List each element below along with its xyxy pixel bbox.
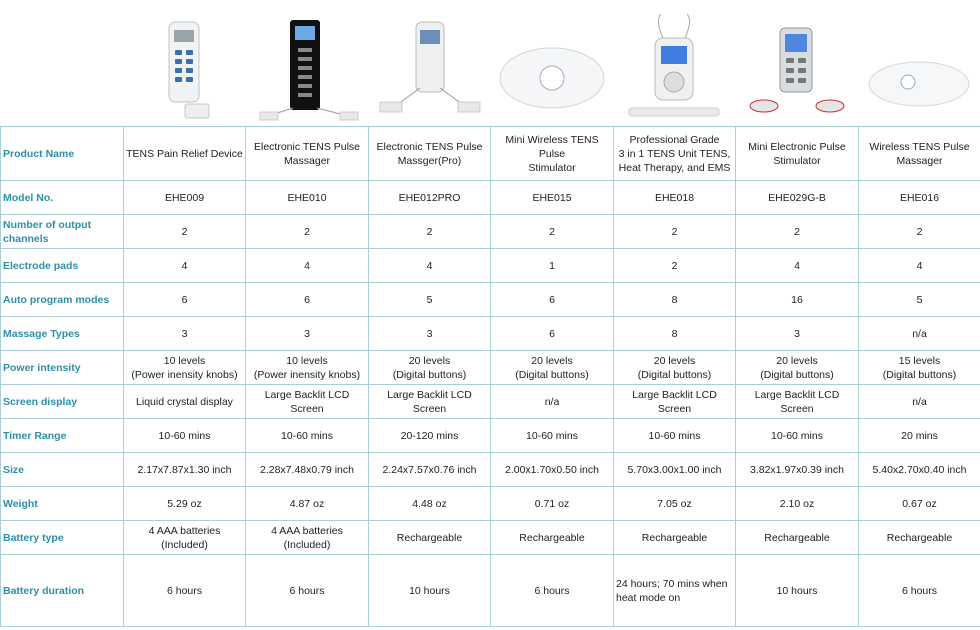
table-cell: 1: [491, 249, 614, 283]
mini-wireless-stimulator-image: [490, 0, 613, 126]
tens-pain-relief-device-image: [123, 0, 245, 126]
table-row: [1, 317, 980, 351]
table-cell: 3.82x1.97x0.39 inch: [736, 453, 859, 487]
table-row: [1, 555, 980, 627]
table-cell: 0.67 oz: [859, 487, 980, 521]
row-label: Number of output channels: [1, 215, 124, 249]
row-label: Massage Types: [1, 317, 124, 351]
table-cell: 6: [491, 283, 614, 317]
table-cell: 20 levels (Digital buttons): [614, 351, 736, 385]
table-row: [1, 487, 980, 521]
table-cell: 20 mins: [859, 419, 980, 453]
table-cell: 2.17x7.87x1.30 inch: [124, 453, 246, 487]
row-label: Product Name: [1, 127, 124, 181]
table-cell: Large Backlit LCD Screen: [736, 385, 859, 419]
mini-electronic-stimulator-image: [735, 0, 858, 126]
table-cell: EHE010: [246, 181, 369, 215]
table-cell: EHE012PRO: [369, 181, 491, 215]
table-cell: Rechargeable: [491, 521, 614, 555]
table-cell: 10 levels (Power inensity knobs): [124, 351, 246, 385]
table-cell: 10-60 mins: [736, 419, 859, 453]
table-cell: TENS Pain Relief Device: [124, 127, 246, 181]
table-cell: Large Backlit LCD Screen: [369, 385, 491, 419]
table-cell: n/a: [491, 385, 614, 419]
table-cell: 2.24x7.57x0.76 inch: [369, 453, 491, 487]
table-cell: Rechargeable: [369, 521, 491, 555]
table-row: [1, 351, 980, 385]
table-cell: 2: [491, 215, 614, 249]
table-cell: 4: [369, 249, 491, 283]
table-cell: 4.87 oz: [246, 487, 369, 521]
professional-3in1-unit-image: [613, 0, 735, 126]
table-cell: Electronic TENS Pulse Massager: [246, 127, 369, 181]
table-cell: 2: [859, 215, 980, 249]
table-row: [1, 283, 980, 317]
table-cell: 4 AAA batteries (Included): [124, 521, 246, 555]
table-cell: 10-60 mins: [124, 419, 246, 453]
table-cell: 20 levels (Digital buttons): [369, 351, 491, 385]
table-cell: 3: [246, 317, 369, 351]
table-cell: 5: [859, 283, 980, 317]
table-cell: Mini Electronic Pulse Stimulator: [736, 127, 859, 181]
table-cell: 0.71 oz: [491, 487, 614, 521]
table-cell: n/a: [859, 385, 980, 419]
table-cell: 10 hours: [736, 555, 859, 627]
table-cell: 2: [614, 249, 736, 283]
table-cell: 6: [124, 283, 246, 317]
table-cell: Rechargeable: [859, 521, 980, 555]
table-cell: EHE015: [491, 181, 614, 215]
table-cell: 4: [124, 249, 246, 283]
table-cell: 20-120 mins: [369, 419, 491, 453]
table-cell: 6 hours: [246, 555, 369, 627]
tens-massager-pro-image: [368, 0, 490, 126]
table-row: [1, 521, 980, 555]
table-cell: 5.70x3.00x1.00 inch: [614, 453, 736, 487]
table-cell: Professional Grade 3 in 1 TENS Unit TENS, Heat Therapy, and EMS: [614, 127, 736, 181]
comparison-table: [0, 126, 980, 627]
table-cell: 24 hours; 70 mins when heat mode on: [614, 555, 736, 627]
row-label: Screen display: [1, 385, 124, 419]
table-cell: 6 hours: [491, 555, 614, 627]
table-cell: 3: [369, 317, 491, 351]
table-cell: 16: [736, 283, 859, 317]
table-cell: 8: [614, 283, 736, 317]
table-row: [1, 215, 980, 249]
table-cell: 10-60 mins: [246, 419, 369, 453]
table-cell: 7.05 oz: [614, 487, 736, 521]
row-label: Power intensity: [1, 351, 124, 385]
row-label: Battery duration: [1, 555, 124, 627]
table-row: [1, 385, 980, 419]
table-cell: 3: [124, 317, 246, 351]
table-cell: 4 AAA batteries (Included): [246, 521, 369, 555]
table-cell: 15 levels (Digital buttons): [859, 351, 980, 385]
table-cell: 6: [491, 317, 614, 351]
table-cell: 4.48 oz: [369, 487, 491, 521]
table-cell: EHE029G-B: [736, 181, 859, 215]
table-cell: 20 levels (Digital buttons): [736, 351, 859, 385]
table-row: [1, 127, 980, 181]
table-cell: EHE009: [124, 181, 246, 215]
table-cell: 6: [246, 283, 369, 317]
table-row: [1, 419, 980, 453]
electronic-tens-massager-image: [245, 0, 368, 126]
table-cell: 10-60 mins: [491, 419, 614, 453]
table-cell: 4: [859, 249, 980, 283]
row-label: Battery type: [1, 521, 124, 555]
table-cell: 10-60 mins: [614, 419, 736, 453]
table-cell: 2: [246, 215, 369, 249]
table-cell: 4: [246, 249, 369, 283]
table-cell: Large Backlit LCD Screen: [614, 385, 736, 419]
table-cell: 5: [369, 283, 491, 317]
table-cell: Liquid crystal display: [124, 385, 246, 419]
table-cell: EHE016: [859, 181, 980, 215]
table-cell: 2.28x7.48x0.79 inch: [246, 453, 369, 487]
row-label: Auto program modes: [1, 283, 124, 317]
table-row: [1, 249, 980, 283]
table-cell: 2.10 oz: [736, 487, 859, 521]
table-cell: 2: [369, 215, 491, 249]
table-cell: Rechargeable: [614, 521, 736, 555]
table-cell: Large Backlit LCD Screen: [246, 385, 369, 419]
table-cell: EHE018: [614, 181, 736, 215]
row-label: Model No.: [1, 181, 124, 215]
table-cell: Electronic TENS Pulse Massger(Pro): [369, 127, 491, 181]
table-cell: 6 hours: [859, 555, 980, 627]
table-cell: 2: [736, 215, 859, 249]
row-label: Size: [1, 453, 124, 487]
table-cell: Wireless TENS Pulse Massager: [859, 127, 980, 181]
table-cell: n/a: [859, 317, 980, 351]
table-cell: 20 levels (Digital buttons): [491, 351, 614, 385]
table-row: [1, 453, 980, 487]
table-cell: 5.40x2.70x0.40 inch: [859, 453, 980, 487]
table-row: [1, 181, 980, 215]
table-cell: 4: [736, 249, 859, 283]
table-cell: Mini Wireless TENS Pulse Stimulator: [491, 127, 614, 181]
table-cell: 6 hours: [124, 555, 246, 627]
row-label: Weight: [1, 487, 124, 521]
row-label: Timer Range: [1, 419, 124, 453]
table-cell: 2: [124, 215, 246, 249]
product-image-row: [0, 0, 980, 126]
table-cell: 8: [614, 317, 736, 351]
wireless-tens-massager-image: [858, 0, 980, 126]
row-label: Electrode pads: [1, 249, 124, 283]
table-cell: 3: [736, 317, 859, 351]
table-cell: 10 levels (Power inensity knobs): [246, 351, 369, 385]
table-cell: 2: [614, 215, 736, 249]
table-cell: 2.00x1.70x0.50 inch: [491, 453, 614, 487]
table-cell: Rechargeable: [736, 521, 859, 555]
table-cell: 10 hours: [369, 555, 491, 627]
table-cell: 5.29 oz: [124, 487, 246, 521]
